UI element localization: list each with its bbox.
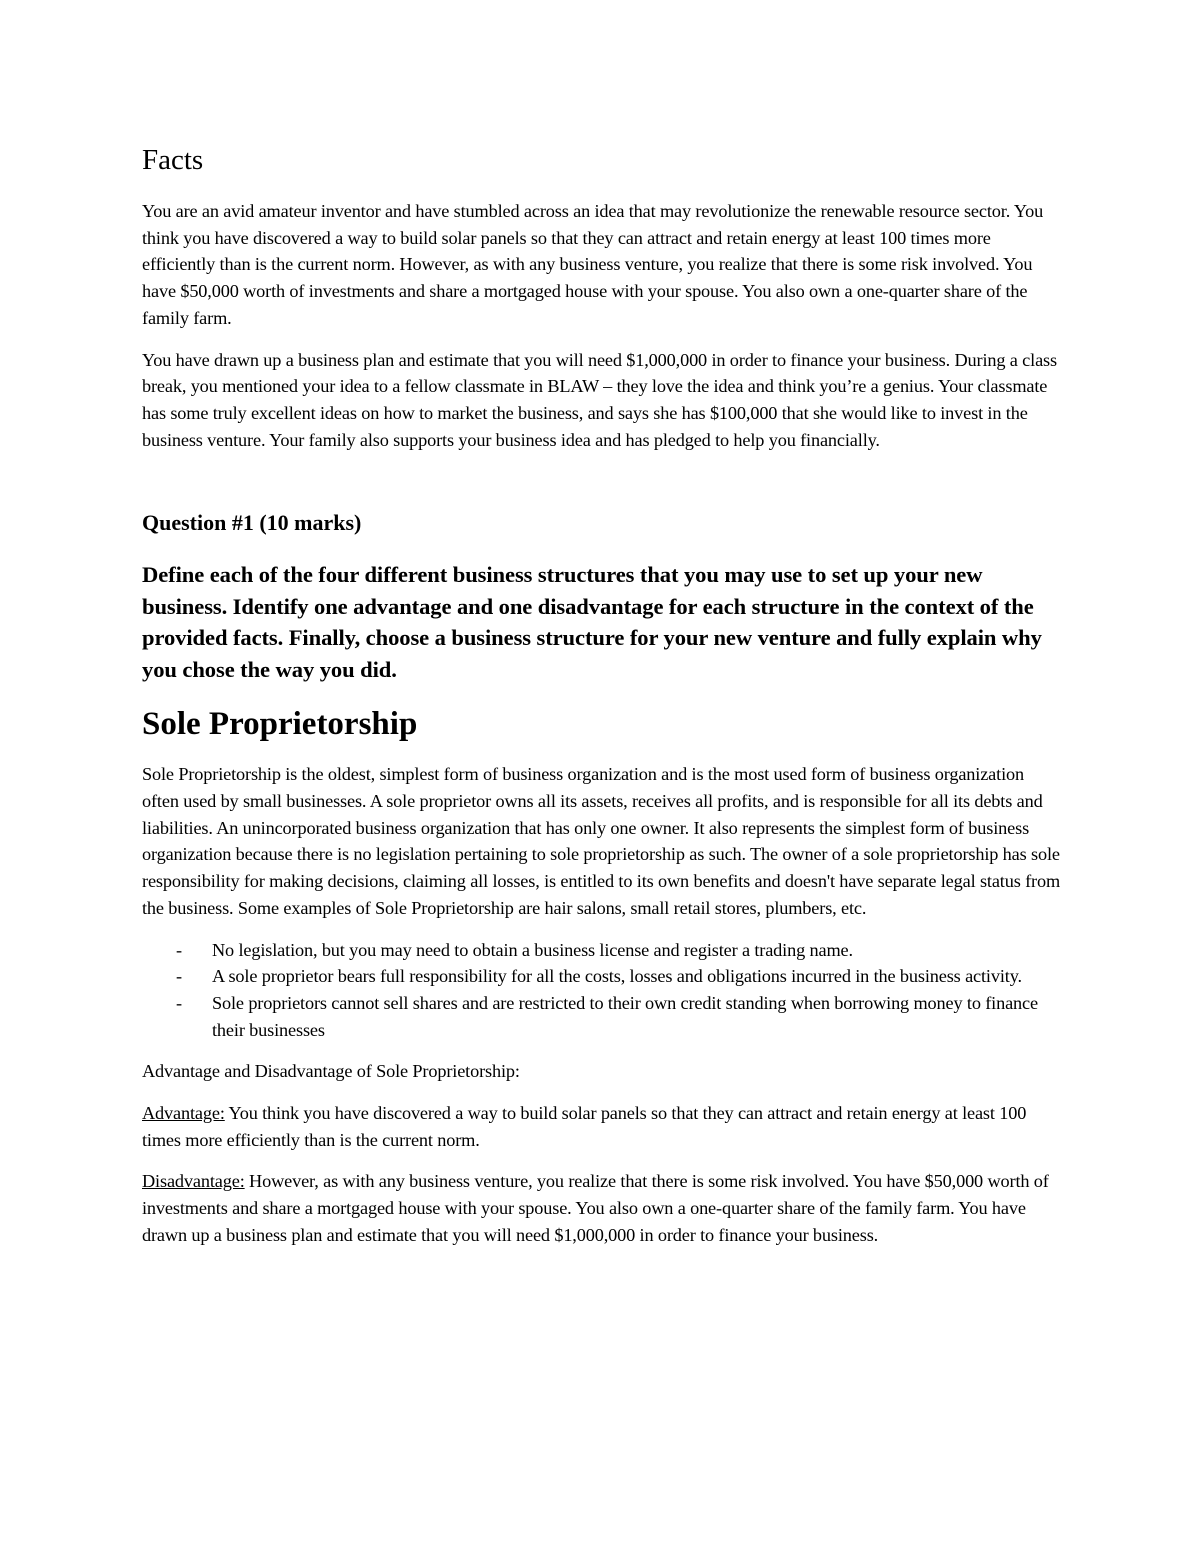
advantage-disadvantage-heading: Advantage and Disadvantage of Sole Proprietorship: <box>142 1061 520 1082</box>
document-page <box>142 142 1062 1264</box>
disadvantage-paragraph <box>142 1168 1062 1248</box>
list-item-text: Sole proprietors cannot sell shares and are restricted to their own credit standing when borrowing money to finance their businesses <box>212 992 1038 1040</box>
advantage-paragraph <box>142 1100 1062 1153</box>
sole-proprietorship-heading: Sole Proprietorship <box>142 706 418 743</box>
dash-bullet-icon: - <box>176 966 182 987</box>
question-title: Question #1 (10 marks) <box>142 510 362 536</box>
sole-proprietorship-bullet-list <box>142 937 1062 1044</box>
facts-paragraph-1: You are an avid amateur inventor and have stumbled across an idea that may revolutionize the renewable resource sector. You think you have discovered a way to build solar panels so that they can attract and retain energy at least 100 times more efficiently than is the current norm. However, as with any business venture, you realize that there is some risk involved. You have $50,000 worth of investments and share a mortgaged house with your spouse. You also own a one-quarter share of the family farm. <box>142 201 1044 328</box>
advantage-label: Advantage: <box>142 1103 225 1124</box>
sole-proprietorship-intro: Sole Proprietorship is the oldest, simplest form of business organization and is the most used form of business organization often used by small businesses. A sole proprietor owns all its assets, receives all profits, and is responsible for all its debts and liabilities. An unincorporated business organization that has only one owner. It also represents the simplest form of business organization because there is no legislation pertaining to sole proprietorship as such. The owner of a sole proprietorship has sole responsibility for making decisions, claiming all losses, is entitled to its own benefits and doesn't have separate legal status from the business. Some examples of Sole Proprietorship are hair salons, small retail stores, plumbers, etc. <box>142 764 1061 918</box>
question-body: Define each of the four different business structures that you may use to set up your new business. Identify one advantage and one disadvantage for each structure in the context of the provided facts. Finally, choose a business structure for your new venture and fully explain why you chose the way you did. <box>142 562 1042 682</box>
dash-bullet-icon: - <box>176 939 182 960</box>
advantage-text: You think you have discovered a way to build solar panels so that they can attract and retain energy at least 100 times more efficiently than is the current norm. <box>142 1103 1027 1150</box>
facts-paragraph-2: You have drawn up a business plan and estimate that you will need $1,000,000 in order to finance your business. During a class break, you mentioned your idea to a fellow classmate in BLAW – they love the idea and think you’re a genius. Your classmate has some truly excellent ideas on how to market the business, and says she has $100,000 that she would like to invest in the business venture. Your family also supports your business idea and has pledged to help you financially. <box>142 349 1057 450</box>
list-item <box>142 963 1062 990</box>
list-item <box>142 990 1062 1043</box>
list-item-text: No legislation, but you may need to obtain a business license and register a trading name. <box>212 939 853 960</box>
list-item <box>142 937 1062 964</box>
list-item-text: A sole proprietor bears full responsibility for all the costs, losses and obligations incurred in the business activity. <box>212 966 1022 987</box>
disadvantage-label: Disadvantage: <box>142 1171 245 1192</box>
facts-heading: Facts <box>142 144 204 176</box>
dash-bullet-icon: - <box>176 992 182 1013</box>
disadvantage-text: However, as with any business venture, you realize that there is some risk involved. You have $50,000 worth of investments and share a mortgaged house with your spouse. You also own a one-quarter share of the family farm. You have drawn up a business plan and estimate that you will need $1,000,000 in order to finance your business. <box>142 1171 1049 1245</box>
